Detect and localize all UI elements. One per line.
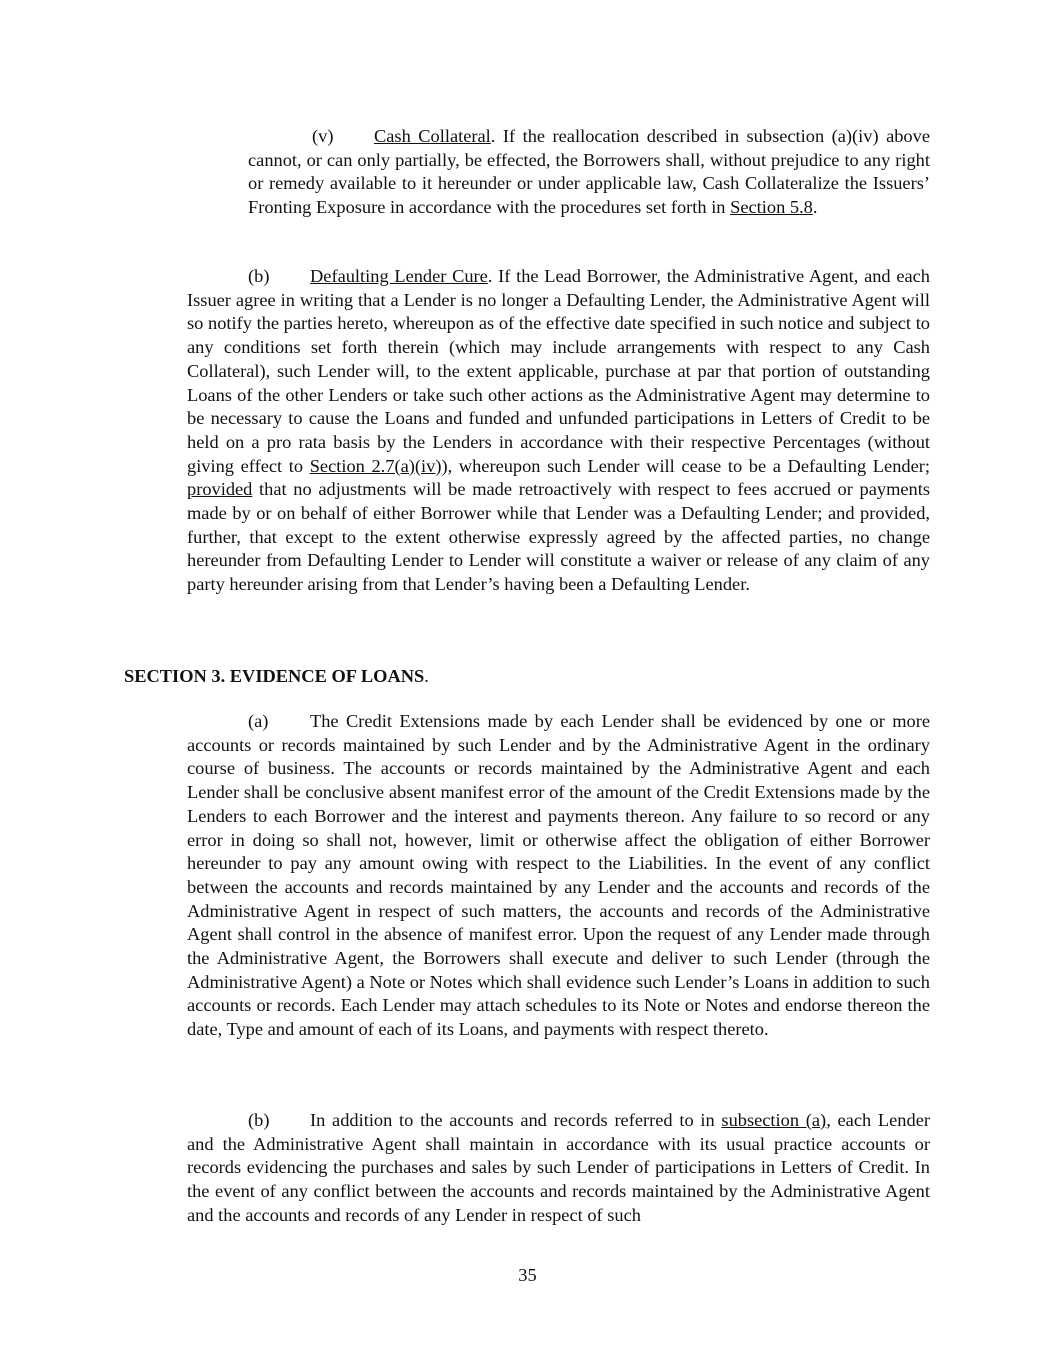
paragraph-b-defaulting-lender-cure (187, 265, 930, 597)
paragraph-label: (v) (312, 126, 334, 146)
section-title-period: . (424, 666, 429, 686)
provided-term: provided (187, 479, 253, 500)
paragraph-heading: Cash Collateral (374, 126, 491, 146)
paragraph-text: , each Lender and the Administrative Agent shall maintain in accordance with its usual practice accounts or records evidencing the purchases and sales by such Lender of participations in Letters of Credit. In the event of any conflict between the accounts and records maintained by the Administrative Agent and the accounts and records of any Lender in respect of such (187, 1110, 930, 1225)
section-title: SECTION 3. EVIDENCE OF LOANS (124, 666, 425, 686)
paragraph-label: (a) (248, 711, 269, 731)
paragraph-v-cash-collateral (248, 125, 930, 220)
paragraph-text: ), whereupon such Lender will cease to be a Defaulting Lender; (441, 455, 930, 476)
paragraph-text: that no adjustments will be made retroactively with respect to fees accrued or payments made by or on behalf of either Borrower while that Lender was a Defaulting Lender; and provided, further, that except to the extent otherwise expressly agreed by the affected parties, no change hereunder from Defaulting Lender to Lender will constitute a waiver or release of any claim of any party hereunder arising from that Lender’s having been a Defaulting Lender. (187, 479, 930, 595)
paragraph-text: . If the Lead Borrower, the Administrative Agent, and each Issuer agree in writing that a Lender is no longer a Defaulting Lender, the Administrative Agent will so notify the parties hereto, whereupon as of the effective date specified in such notice and subject to any conditions set forth therein (which may include arrangements with respect to any Cash Collateral), such Lender will, to the extent applicable, purchase at par that portion of outstanding Loans of the other Lenders or take such other actions as the Administrative Agent may determine to be necessary to cause the Loans and funded and unfunded participations in Letters of Credit to be held on a pro rata basis by the Lenders in accordance with their respective Percentages (without giving effect to (187, 266, 930, 476)
section-reference-link: Section 2.7(a)(iv) (309, 455, 442, 476)
paragraph-label: (b) (248, 1110, 270, 1130)
page-number: 35 (518, 1265, 537, 1285)
section-reference-link: subsection (a) (721, 1110, 827, 1130)
section-heading (124, 665, 429, 689)
paragraph-label: (b) (248, 266, 270, 286)
paragraph-text: In addition to the accounts and records referred to in (310, 1110, 722, 1130)
paragraph-text: . (812, 197, 818, 218)
section-reference-link: Section 5.8 (730, 197, 813, 218)
paragraph-a-evidence (187, 710, 930, 1042)
paragraph-b-accounts-records (187, 1109, 930, 1228)
paragraph-heading: Defaulting Lender Cure (310, 266, 488, 286)
paragraph-text: The Credit Extensions made by each Lender shall be evidenced by one or more accounts or records maintained by such Lender and by the Administrative Agent in the ordinary course of business. The accounts or records maintained by the Administrative Agent and each Lender shall be conclusive absent manifest error of the amount of the Credit Extensions made by the Lenders to each Borrower and the interest and payments thereon. Any failure to so record or any error in doing so shall not, however, limit or otherwise affect the obligation of either Borrower hereunder to pay any amount owing with respect to the Liabilities. In the event of any conflict between the accounts and records maintained by any Lender and the accounts and records of the Administrative Agent in respect of such matters, the accounts and records of the Administrative Agent shall control in the absence of manifest error. Upon the request of any Lender made through the Administrative Agent, the Borrowers shall execute and deliver to such Lender (through the Administrative Agent) a Note or Notes which shall evidence such Lender’s Loans in addition to such accounts or records. Each Lender may attach schedules to its Note or Notes and endorse thereon the date, Type and amount of each of its Loans, and payments with respect thereto. (187, 711, 930, 1040)
paragraph-text: . If the reallocation described in subsection (a)(iv) above cannot, or can only partially, be effected, the Borrowers shall, without prejudice to any right or remedy available to it hereunder or under applicable law, Cash Collateralize the Issuers’ Fronting Exposure in accordance with the procedures set forth in (248, 126, 930, 218)
